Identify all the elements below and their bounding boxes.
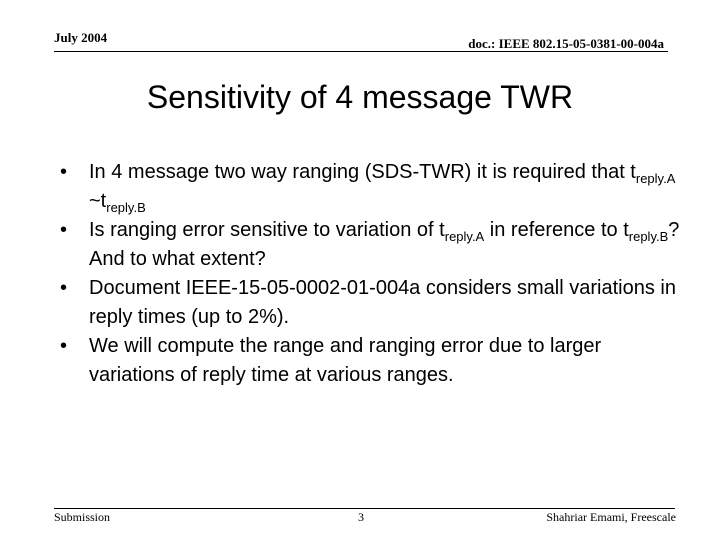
bullet-text: in reference to t xyxy=(484,219,629,241)
bullet-text: In 4 message two way ranging (SDS-TWR) it is required that t xyxy=(89,161,636,183)
bullet-item-1 xyxy=(60,158,680,216)
header-date: July 2004 xyxy=(54,30,108,45)
bullet-list xyxy=(60,158,680,390)
footer-page-number: 3 xyxy=(358,510,364,524)
footer-author: Shahriar Emami, Freescale xyxy=(546,510,676,524)
subscript: reply.A xyxy=(635,171,676,186)
bullet-text: ? And to what extent? xyxy=(89,219,680,270)
bullet-dot-icon: • xyxy=(60,161,68,183)
footer-submission-label: Submission xyxy=(54,510,111,524)
bullet-text: We will compute the range and ranging error due to larger variations of reply time at various ranges. xyxy=(89,335,602,386)
bullet-dot-icon: • xyxy=(60,335,68,357)
bullet-dot-icon: • xyxy=(60,277,68,299)
subscript: reply.B xyxy=(628,229,669,244)
bullet-text: ~t xyxy=(89,190,107,212)
header-doc-id: doc.: IEEE 802.15-05-0381-00-004a xyxy=(468,36,664,51)
subscript: reply.B xyxy=(106,200,146,215)
bullet-item-3 xyxy=(60,274,680,332)
bullet-item-4 xyxy=(60,332,680,390)
subscript: reply.A xyxy=(444,229,485,244)
header-divider xyxy=(54,51,668,52)
bullet-text: Is ranging error sensitive to variation of t xyxy=(89,219,445,241)
bullet-text: Document IEEE-15-05-0002-01-004a considers small variations in reply times (up to 2%). xyxy=(89,277,676,328)
slide-title: Sensitivity of 4 message TWR xyxy=(146,79,574,115)
bullet-dot-icon: • xyxy=(60,219,68,241)
footer-divider xyxy=(54,508,675,509)
bullet-item-2 xyxy=(60,216,680,274)
